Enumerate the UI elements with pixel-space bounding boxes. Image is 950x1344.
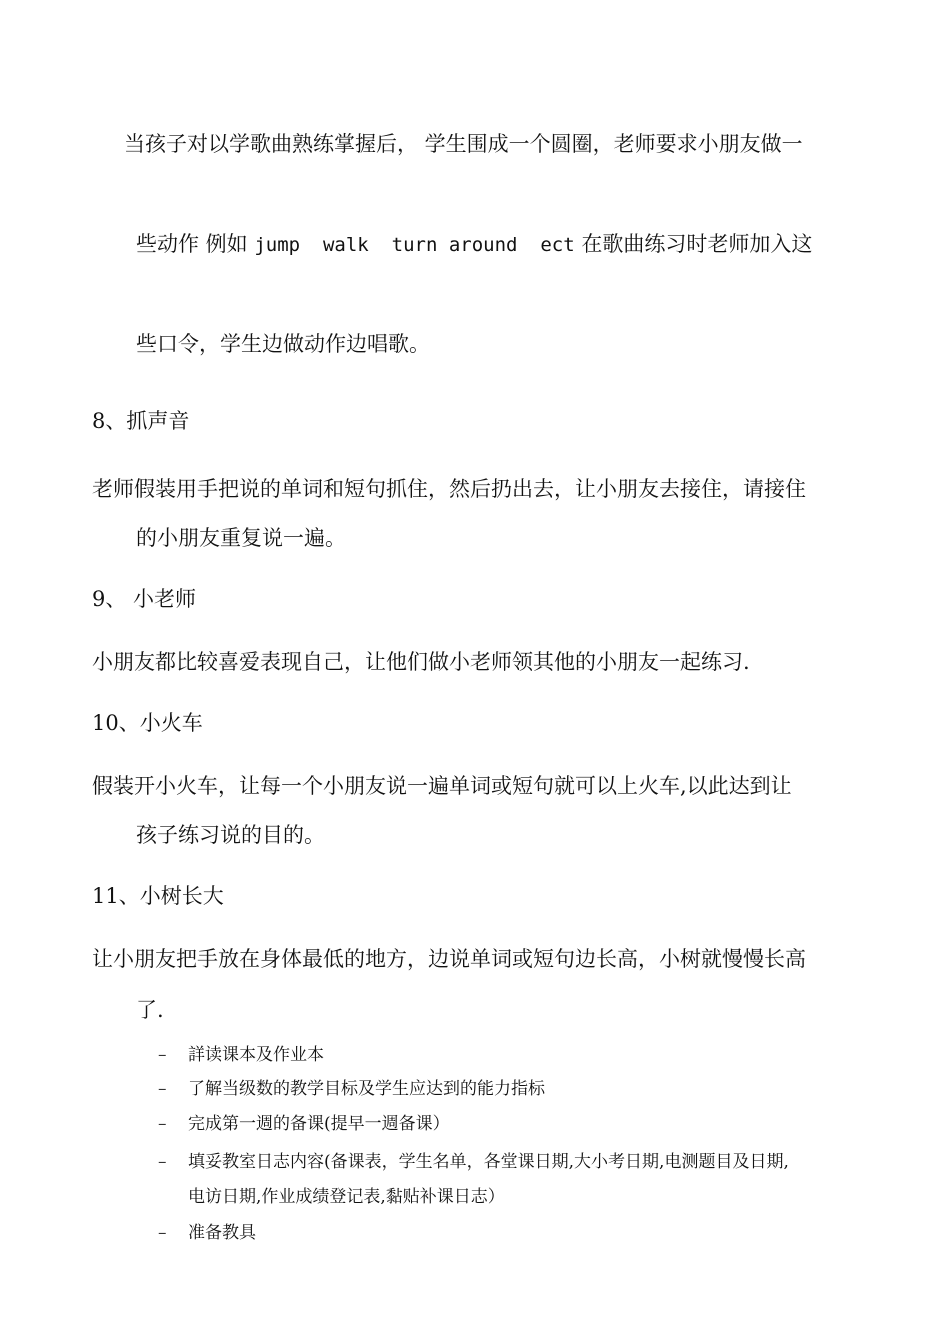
intro-line-2 [136, 230, 812, 259]
list-dash: – [158, 1114, 167, 1134]
list-item: 准备教具 [188, 1223, 256, 1243]
list-dash: – [158, 1152, 167, 1172]
intro-line-1: 当孩子对以学歌曲熟练掌握后， 学生围成一个圆圈，老师要求小朋友做一 [124, 132, 803, 156]
list-dash: – [158, 1223, 167, 1243]
list-item: 詳读课本及作业本 [188, 1045, 324, 1065]
list-dash: – [158, 1045, 167, 1065]
list-dash: – [158, 1079, 167, 1099]
section-body-line: 的小朋友重复说一遍。 [136, 526, 346, 550]
list-item: 填妥教室日志内容(备课表，学生名单，各堂课日期,大小考日期,电测题目及日期, [188, 1152, 789, 1172]
section-body-line: 让小朋友把手放在身体最低的地方，边说单词或短句边长高，小树就慢慢长高 [92, 947, 806, 971]
section-body-line: 小朋友都比较喜爱表现自己，让他们做小老师领其他的小朋友一起练习. [92, 650, 750, 674]
list-item: 了解当级数的教学目标及学生应达到的能力指标 [188, 1079, 545, 1099]
intro-line-2-post: 在歌曲练习时老师加入这 [574, 232, 813, 256]
section-heading: 9、 小老师 [92, 587, 197, 611]
section-heading: 11、小树长大 [92, 884, 224, 908]
section-body-line: 假装开小火车，让每一个小朋友说一遍单词或短句就可以上火车,以此达到让 [92, 774, 792, 798]
section-body-line: 了. [136, 998, 164, 1022]
intro-line-3: 些口令，学生边做动作边唱歌。 [136, 332, 430, 356]
section-heading: 10、小火车 [92, 711, 203, 735]
intro-line-2-pre: 些动作 例如 [136, 232, 255, 256]
section-body-line: 孩子练习说的目的。 [136, 823, 325, 847]
section-body-line: 老师假装用手把说的单词和短句抓住，然后扔出去，让小朋友去接住，请接住 [92, 477, 806, 501]
list-item-continuation: 电访日期,作业成绩登记表,黏贴补课日志） [188, 1187, 505, 1207]
intro-line-2-words: jump walk turn around ect [254, 234, 575, 256]
section-heading: 8、抓声音 [92, 409, 190, 433]
list-item: 完成第一週的备课(提早一週备课） [188, 1114, 450, 1134]
